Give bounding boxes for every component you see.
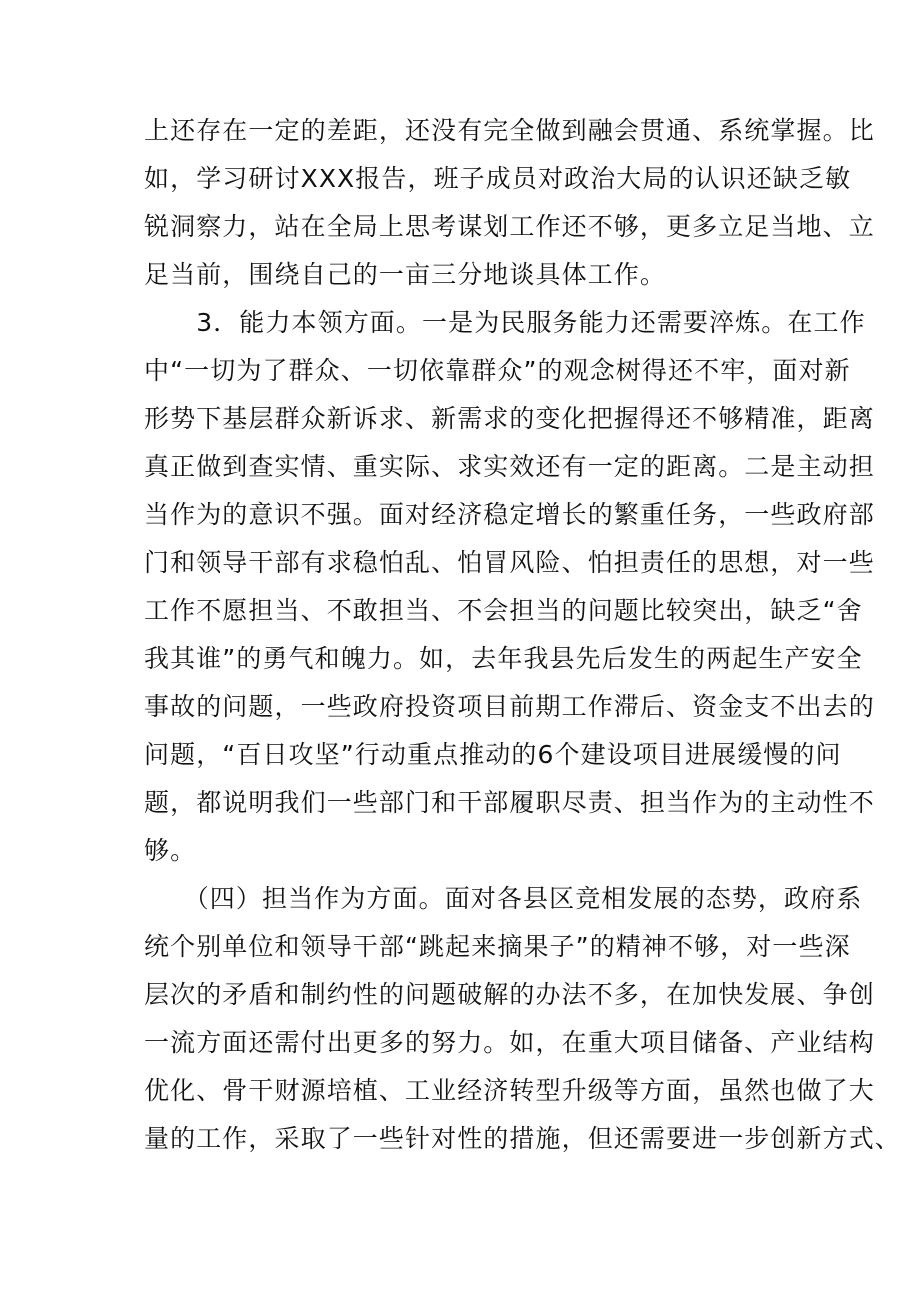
paragraph-line: 形势下基层群众新诉求、新需求的变化把握得还不够精准，距离 [144, 404, 875, 433]
paragraph-line: 真正做到查实情、重实际、求实效还有一定的距离。二是主动担 [144, 452, 875, 481]
paragraph-line: 上还存在一定的差距，还没有完全做到融会贯通、系统掌握。比 [144, 116, 875, 145]
paragraph-line: 题，都说明我们一些部门和干部履职尽责、担当作为的主动性不 [144, 788, 875, 817]
paragraph-line: 门和领导干部有求稳怕乱、怕冒风险、怕担责任的思想，对一些 [144, 548, 875, 577]
paragraph-line: （四）担当作为方面。面对各县区竞相发展的态势，政府系 [144, 884, 863, 913]
paragraph-line: 锐洞察力，站在全局上思考谋划工作还不够，更多立足当地、立 [144, 212, 875, 241]
paragraph-line: 事故的问题，一些政府投资项目前期工作滞后、资金支不出去的 [144, 692, 875, 721]
paragraph-line: 够。 [144, 836, 197, 865]
paragraph-line: 问题，“百日攻坚”行动重点推动的6个建设项目进展缓慢的问 [144, 740, 842, 769]
paragraph-1 [144, 107, 875, 299]
paragraph-line: 一流方面还需付出更多的努力。如，在重大项目储备、产业结构 [144, 1028, 875, 1057]
paragraph-line: 3．能力本领方面。一是为民服务能力还需要淬炼。在工作 [144, 308, 866, 337]
paragraph-line: 足当前，围绕自己的一亩三分地谈具体工作。 [144, 260, 667, 289]
paragraph-line: 统个别单位和领导干部“跳起来摘果子”的精神不够，对一些深 [144, 932, 851, 961]
paragraph-line: 我其谁”的勇气和魄力。如，去年我县先后发生的两起生产安全 [144, 644, 863, 673]
paragraph-line: 当作为的意识不强。面对经济稳定增长的繁重任务，一些政府部 [144, 500, 875, 529]
paragraph-line: 层次的矛盾和制约性的问题破解的办法不多，在加快发展、争创 [144, 980, 875, 1009]
paragraph-line: 量的工作，采取了一些针对性的措施，但还需要进一步创新方式、 [144, 1124, 901, 1153]
paragraph-line: 如，学习研讨XXX报告，班子成员对政治大局的认识还缺乏敏 [144, 164, 852, 193]
paragraph-line: 优化、骨干财源培植、工业经济转型升级等方面，虽然也做了大 [144, 1076, 875, 1105]
paragraph-2 [144, 299, 875, 875]
paragraph-line: 中“一切为了群众、一切依靠群众”的观念树得还不牢，面对新 [144, 356, 851, 385]
paragraph-line: 工作不愿担当、不敢担当、不会担当的问题比较突出，缺乏“舍 [144, 596, 863, 625]
paragraph-3 [144, 875, 901, 1163]
